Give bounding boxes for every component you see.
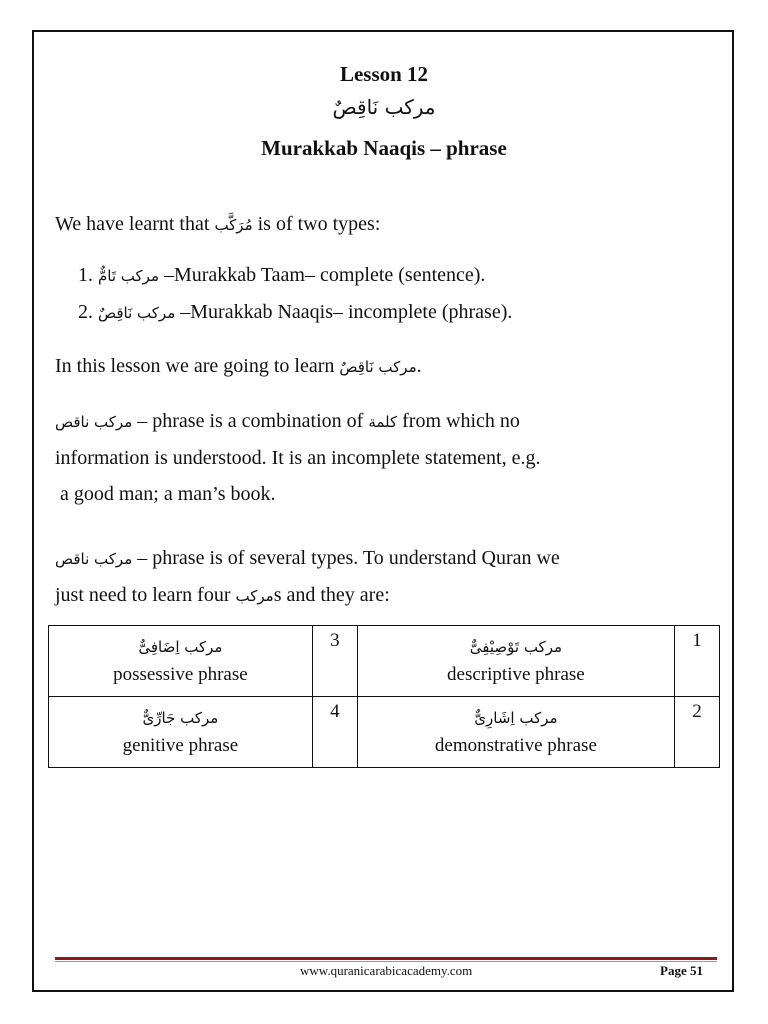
lesson-number: Lesson 12: [339, 62, 429, 86]
list-item: [78, 257, 738, 294]
intro-text-before: We have learnt that: [55, 213, 215, 235]
cell-english: genitive phrase: [122, 735, 239, 756]
list-text: –Murakkab Taam– complete (sentence).: [158, 264, 486, 286]
cell-arabic: مرکب جَارِّیٌّ: [142, 709, 219, 727]
cell-english: descriptive phrase: [447, 664, 585, 685]
types-arabic-1: مرکب ناقص: [55, 550, 133, 568]
definition-text-2: from which no: [397, 410, 520, 432]
cell-arabic: مرکب اِضَافِیٌّ: [138, 638, 223, 656]
page-title: Murakkab Naaqis – phrase: [261, 136, 507, 160]
intro-paragraph: [55, 206, 715, 243]
types-list: [78, 257, 738, 331]
cell-number: 3: [312, 626, 357, 697]
definition-line-2: information is understood. It is an incomplete statement, e.g.: [55, 447, 541, 469]
types-arabic-2: مرکب: [235, 587, 274, 605]
page-number: Page 51: [660, 963, 703, 978]
definition-line-1: [55, 403, 715, 440]
cell-number: 1: [675, 626, 720, 697]
arabic-title: مرکب نَاقِصٌ: [332, 95, 436, 119]
definition-paragraph: [55, 403, 715, 512]
types-paragraph: [55, 540, 715, 614]
list-arabic: مرکب نَاقِصٌ: [98, 304, 176, 322]
types-text-3: s and they are:: [273, 584, 390, 606]
table-cell: [357, 697, 674, 768]
types-line-2: [55, 577, 715, 614]
table-cell: [49, 626, 313, 697]
table-row: [49, 626, 720, 697]
cell-arabic: مرکب اِشَارِیٌّ: [474, 709, 558, 727]
lesson-intro-line: [55, 348, 715, 385]
footer-website: www.quranicarabicacademy.com: [300, 963, 473, 978]
lesson-line-arabic: مرکب نَاقِصٌ: [339, 358, 417, 376]
types-text-1: – phrase is of several types. To understand Quran we: [132, 547, 560, 569]
cell-number: 4: [312, 697, 357, 768]
definition-line-3: a good man; a man’s book.: [55, 483, 276, 505]
lesson-line-before: In this lesson we are going to learn: [55, 355, 340, 377]
list-text: –Murakkab Naaqis– incomplete (phrase).: [175, 301, 513, 323]
list-item: [78, 294, 738, 331]
lesson-line-after: .: [416, 355, 422, 377]
footer-divider-thin: [55, 961, 717, 962]
list-number: 1.: [78, 264, 93, 286]
table-row: [49, 697, 720, 768]
footer-divider: [55, 957, 717, 960]
table-cell: [49, 697, 313, 768]
intro-text-after: is of two types:: [252, 213, 381, 235]
cell-arabic: مرکب تَوْصِیْفِیٌّ: [469, 638, 563, 656]
types-text-2: just need to learn four: [55, 584, 236, 606]
definition-arabic-1: مرکب ناقص: [55, 413, 133, 431]
list-number: 2.: [78, 301, 93, 323]
cell-english: possessive phrase: [113, 664, 248, 685]
intro-arabic: مُرَکَّب: [214, 216, 253, 234]
phrase-types-table: [48, 625, 720, 768]
definition-arabic-2: کلمة: [368, 413, 398, 431]
types-line-1: [55, 540, 715, 577]
cell-number: 2: [675, 697, 720, 768]
cell-english: demonstrative phrase: [434, 735, 597, 756]
list-arabic: مرکب تَامٌّ: [98, 267, 159, 285]
definition-text-1: – phrase is a combination of: [132, 410, 369, 432]
table-cell: [357, 626, 674, 697]
